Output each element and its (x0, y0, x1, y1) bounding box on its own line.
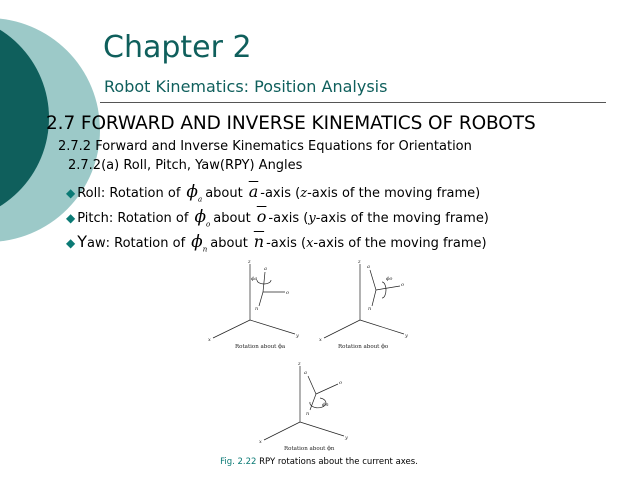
y-axis-line (250, 320, 295, 334)
bullet-lead: Roll (77, 186, 101, 201)
x-axis-line (324, 320, 360, 338)
bullet-lead: Pitch (77, 211, 109, 226)
bullet-lead-first: Y (77, 232, 88, 251)
phi-symbol: $\phi_a$ (186, 182, 203, 204)
figure-caption-roll: Rotation about ϕa (235, 344, 286, 350)
chapter-title: Chapter 2 (103, 30, 252, 65)
frame-variable: x (306, 236, 314, 251)
bullet-about: about (205, 186, 243, 201)
label-phi: ϕn (322, 402, 329, 408)
bullet-text: : Rotation of (105, 236, 186, 251)
label-n: n (255, 306, 259, 312)
label-z: z (298, 361, 301, 367)
figure-caption-text: RPY rotations about the current axes. (256, 457, 418, 467)
figure-pitch-rotation (318, 258, 418, 354)
n-vector (372, 290, 376, 306)
label-n: n (306, 411, 310, 417)
section-heading: 2.7 FORWARD AND INVERSE KINEMATICS OF ROBOTS (46, 113, 536, 134)
label-n: n (368, 306, 372, 312)
label-z: z (248, 259, 251, 265)
bullet-about: about (210, 236, 248, 251)
title-divider (100, 102, 606, 103)
phi-symbol: $\phi_o$ (194, 207, 211, 229)
diamond-bullet-icon: ◆ (66, 236, 76, 250)
diamond-bullet-icon: ◆ (66, 211, 76, 225)
label-o: o (339, 380, 343, 386)
axis-text: -axis ( (266, 236, 307, 251)
label-y: y (296, 333, 299, 339)
bullet-yaw (66, 232, 487, 253)
subsection-heading: 2.7.2 Forward and Inverse Kinematics Equations for Orientation (58, 139, 472, 154)
figure-yaw-rotation (258, 360, 358, 456)
x-axis-line (264, 422, 300, 440)
label-a: a (264, 266, 267, 272)
label-a: a (304, 370, 307, 376)
axis-text: -axis ( (260, 186, 301, 201)
frame-text: -axis of the moving frame) (313, 236, 487, 251)
y-axis-line (300, 422, 344, 436)
bullet-text: : Rotation of (100, 186, 181, 201)
bullet-roll (66, 182, 480, 203)
label-y: y (345, 435, 348, 441)
figure-caption-yaw: Rotation about ϕn (284, 446, 335, 452)
label-x: x (208, 337, 211, 343)
frame-text: -axis of the moving frame) (307, 186, 481, 201)
a-vector (263, 272, 265, 292)
main-figure-caption (0, 457, 638, 467)
rotation-arrow (382, 282, 386, 298)
label-phi: ϕo (386, 276, 393, 282)
y-axis-line (360, 320, 404, 334)
label-x: x (319, 337, 322, 343)
a-vector (308, 376, 316, 394)
label-x: x (259, 439, 262, 445)
frame-variable: z (300, 186, 308, 201)
axis-text: -axis ( (268, 211, 309, 226)
bullet-about: about (213, 211, 251, 226)
diamond-bullet-icon: ◆ (66, 186, 76, 200)
bullet-lead-rest: aw (87, 236, 106, 251)
figure-number: Fig. 2.22 (220, 457, 257, 467)
bullet-pitch (66, 207, 489, 228)
label-phi: ϕa (251, 276, 258, 282)
label-o: o (286, 290, 290, 296)
label-y: y (405, 333, 408, 339)
label-a: a (367, 264, 370, 270)
axis-variable: $\overline{a}$ (248, 182, 259, 201)
axis-variable: $\overline{o}$ (256, 207, 267, 226)
figure-caption-pitch: Rotation about ϕo (338, 344, 389, 350)
axis-variable: $\overline{n}$ (253, 232, 265, 251)
figure-roll-rotation (205, 258, 305, 354)
n-vector (259, 292, 263, 306)
bullet-text: : Rotation of (108, 211, 189, 226)
frame-text: -axis of the moving frame) (315, 211, 489, 226)
o-vector (376, 286, 400, 290)
chapter-subtitle: Robot Kinematics: Position Analysis (104, 77, 388, 96)
phi-symbol: $\phi_n$ (191, 232, 208, 254)
label-z: z (358, 259, 361, 265)
label-o: o (401, 282, 405, 288)
a-vector (370, 270, 376, 290)
x-axis-line (213, 320, 250, 338)
o-vector (316, 384, 338, 394)
subsubsection-heading: 2.7.2(a) Roll, Pitch, Yaw(RPY) Angles (68, 158, 303, 173)
frame-variable: y (308, 211, 316, 226)
